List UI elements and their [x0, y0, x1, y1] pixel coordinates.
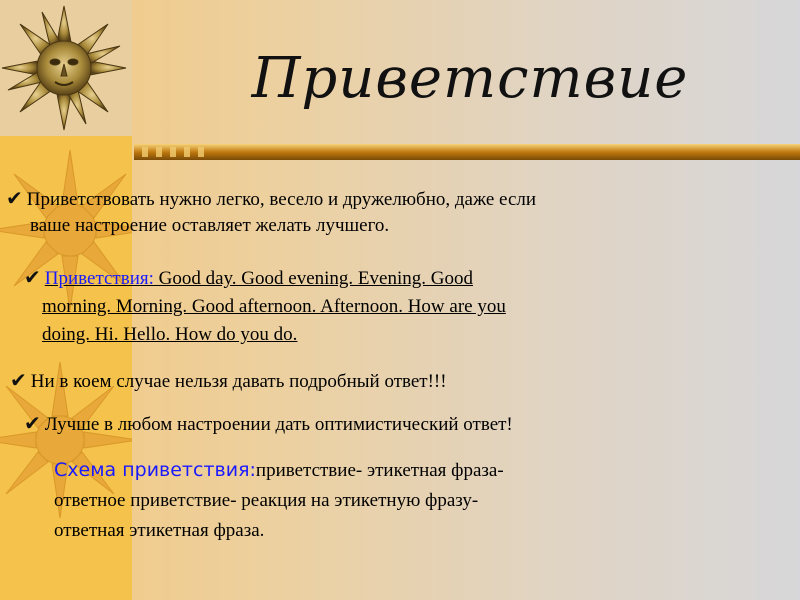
list-item: [10, 367, 710, 395]
checkmark-icon: ✔: [10, 368, 27, 392]
greetings-label: Приветствия:: [44, 268, 154, 289]
scheme-line1: приветствие- этикетная фраза-: [255, 460, 504, 481]
item3-text: Ни в коем случае нельзя давать подробный ответ!!!: [30, 371, 447, 392]
greetings-list-part3: doing. Hi. Hello. How do you do.: [42, 324, 298, 345]
scheme-line3: ответная этикетная фраза.: [54, 520, 265, 541]
list-item: [6, 185, 776, 239]
page-title: Приветствие: [251, 46, 689, 111]
scheme-line2: ответное приветствие- реакция на этикетную фразу-: [54, 490, 479, 511]
list-item: [24, 410, 744, 438]
scheme-label: Схема приветствия:: [54, 459, 256, 481]
list-item: [24, 263, 714, 349]
checkmark-icon: ✔: [24, 265, 41, 289]
sun-face-icon: [0, 0, 132, 136]
greetings-line1: [45, 268, 473, 289]
checkmark-icon: ✔: [24, 411, 41, 435]
greetings-list-part1: Good day. Good evening. Evening. Good: [153, 268, 473, 289]
checkmark-icon: ✔: [6, 186, 23, 210]
item1-line1: Приветствовать нужно легко, весело и дружелюбно, даже если: [26, 189, 537, 210]
item4-text: Лучше в любом настроении дать оптимистический ответ!: [44, 414, 513, 435]
title-divider: [134, 144, 800, 160]
greetings-list-part2: morning. Morning. Good afternoon. Afternoon. How are you: [42, 296, 506, 317]
greeting-scheme: [54, 455, 694, 546]
logo-box: [0, 0, 132, 136]
item1-line2: ваше настроение оставляет желать лучшего.: [30, 215, 390, 236]
